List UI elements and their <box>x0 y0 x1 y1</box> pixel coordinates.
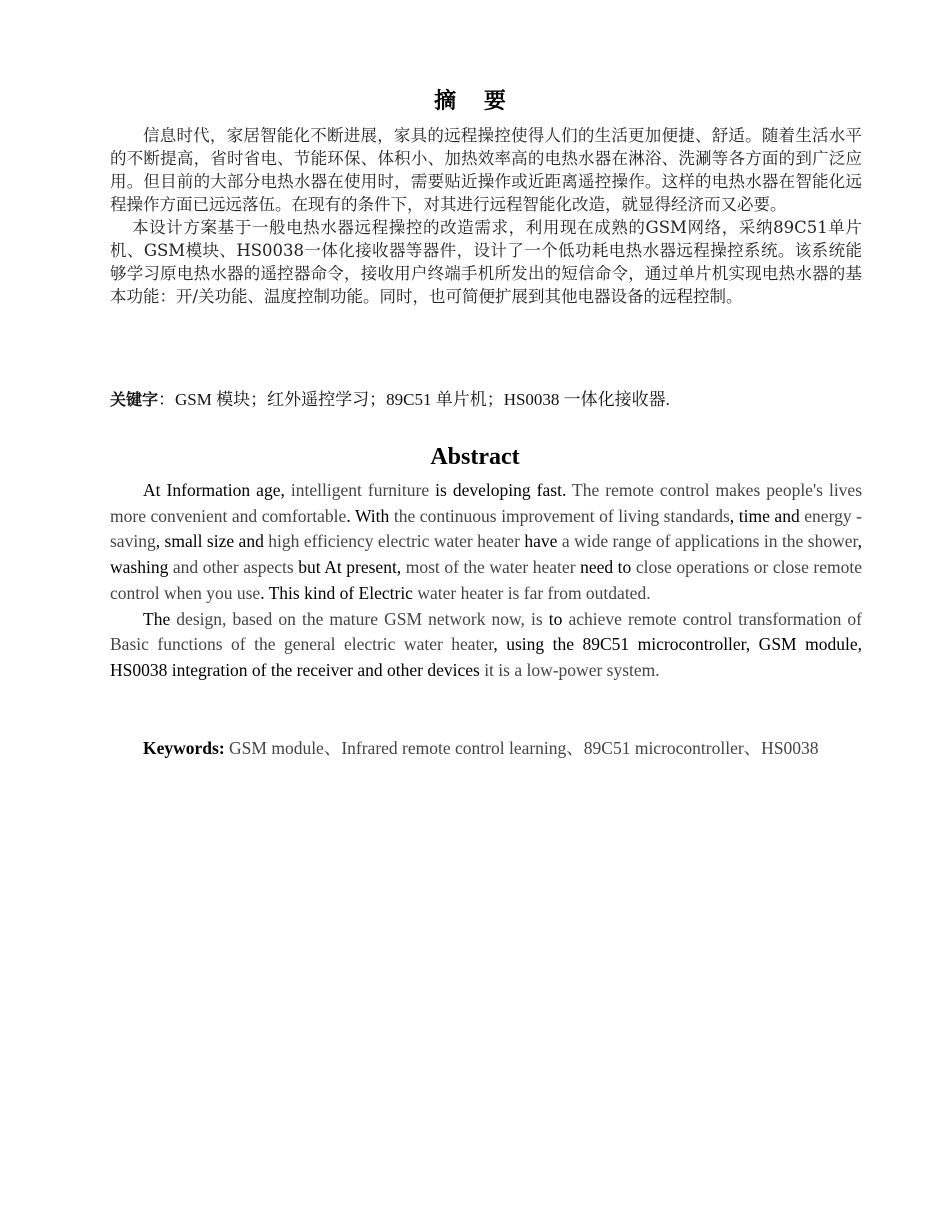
text-run: The <box>143 608 171 629</box>
text-run: achieve remote control transformation of Basic functions of the general electric water heater <box>110 608 862 655</box>
text-run: high efficiency electric water heater <box>263 531 525 552</box>
text-run: it is a low-power system. <box>479 659 660 680</box>
text-run: , using the 89C51 microcontroller, GSM module, HS0038 integration of the receiver and other devices <box>110 634 862 680</box>
abstract-cn-paragraph-2: 本设计方案基于一般电热水器远程操控的改造需求，利用现在成熟的GSM网络，采纳89C51单片机、GSM模块、HS0038一体化接收器等器件，设计了一个低功耗电热水器远程操控系统。该系统能够学习原电热水器的遥控器命令，接收用户终端手机所发出的短信命令，通过单片机实现电热水器的基本功能：开/关功能、温度控制功能。同时，也可简便扩展到其他电器设备的远程控制。 <box>110 218 862 306</box>
abstract-en-body <box>110 478 862 684</box>
text-run: At Information age, <box>143 480 285 500</box>
text-run: and other aspects <box>168 557 299 578</box>
text-run: have <box>524 531 558 552</box>
keywords-cn <box>110 385 862 410</box>
text-run: The remote control makes people's lives more convenient and comfortable <box>110 480 863 526</box>
keywords-cn-text: ：GSM 模块；红外遥控学习；89C51 单片机；HS0038 一体化接收器. <box>158 390 670 409</box>
text-run: to <box>548 608 563 629</box>
text-run: energy -saving <box>110 505 862 552</box>
keywords-en-label: Keywords: <box>143 738 225 758</box>
text-run: water heater is far from outdated. <box>412 582 651 603</box>
text-run: is developing fast. <box>435 480 567 500</box>
text-run: close operations or close remote control when you use <box>110 557 862 603</box>
text-run: most of the water heater <box>401 557 581 578</box>
abstract-cn-body <box>110 124 862 308</box>
text-run: need to <box>580 557 632 578</box>
keywords-en <box>110 736 862 762</box>
abstract-en-paragraph-2 <box>110 607 862 684</box>
text-run: design, based on the mature GSM network now, is <box>170 608 549 629</box>
keywords-cn-label: 关键字 <box>110 390 159 409</box>
abstract-cn-paragraph-1: 信息时代，家居智能化不断进展，家具的远程操控使得人们的生活更加便捷、舒适。随着生活水平的不断提高，省时省电、节能环保、体积小、加热效率高的电热水器在淋浴、洗涮等各方面的到广泛应用。但目前的大部分电热水器在使用时，需要贴近操作或近距离遥控操作。这样的电热水器在智能化远程操作方面已远远落伍。在现有的条件下，对其进行远程智能化改造，就显得经济而又必要。 <box>110 126 862 214</box>
text-run: intelligent furniture <box>284 480 436 500</box>
abstract-en-paragraph-1 <box>110 478 862 607</box>
text-run: but At present, <box>298 557 402 578</box>
text-run: , small size and <box>155 531 264 552</box>
text-run: . With <box>346 505 390 526</box>
abstract-cn-title: 摘 要 <box>434 88 516 114</box>
text-run: , washing <box>110 531 862 578</box>
text-run: . This kind of Electric <box>260 582 413 603</box>
text-run: the continuous improvement of living standards <box>389 505 730 526</box>
text-run: , time and <box>729 505 800 526</box>
keywords-en-text: GSM module、Infrared remote control learning、89C51 microcontroller、HS0038 <box>229 738 819 758</box>
abstract-en-title: Abstract <box>430 444 520 470</box>
text-run: a wide range of applications in the shower <box>557 531 858 552</box>
